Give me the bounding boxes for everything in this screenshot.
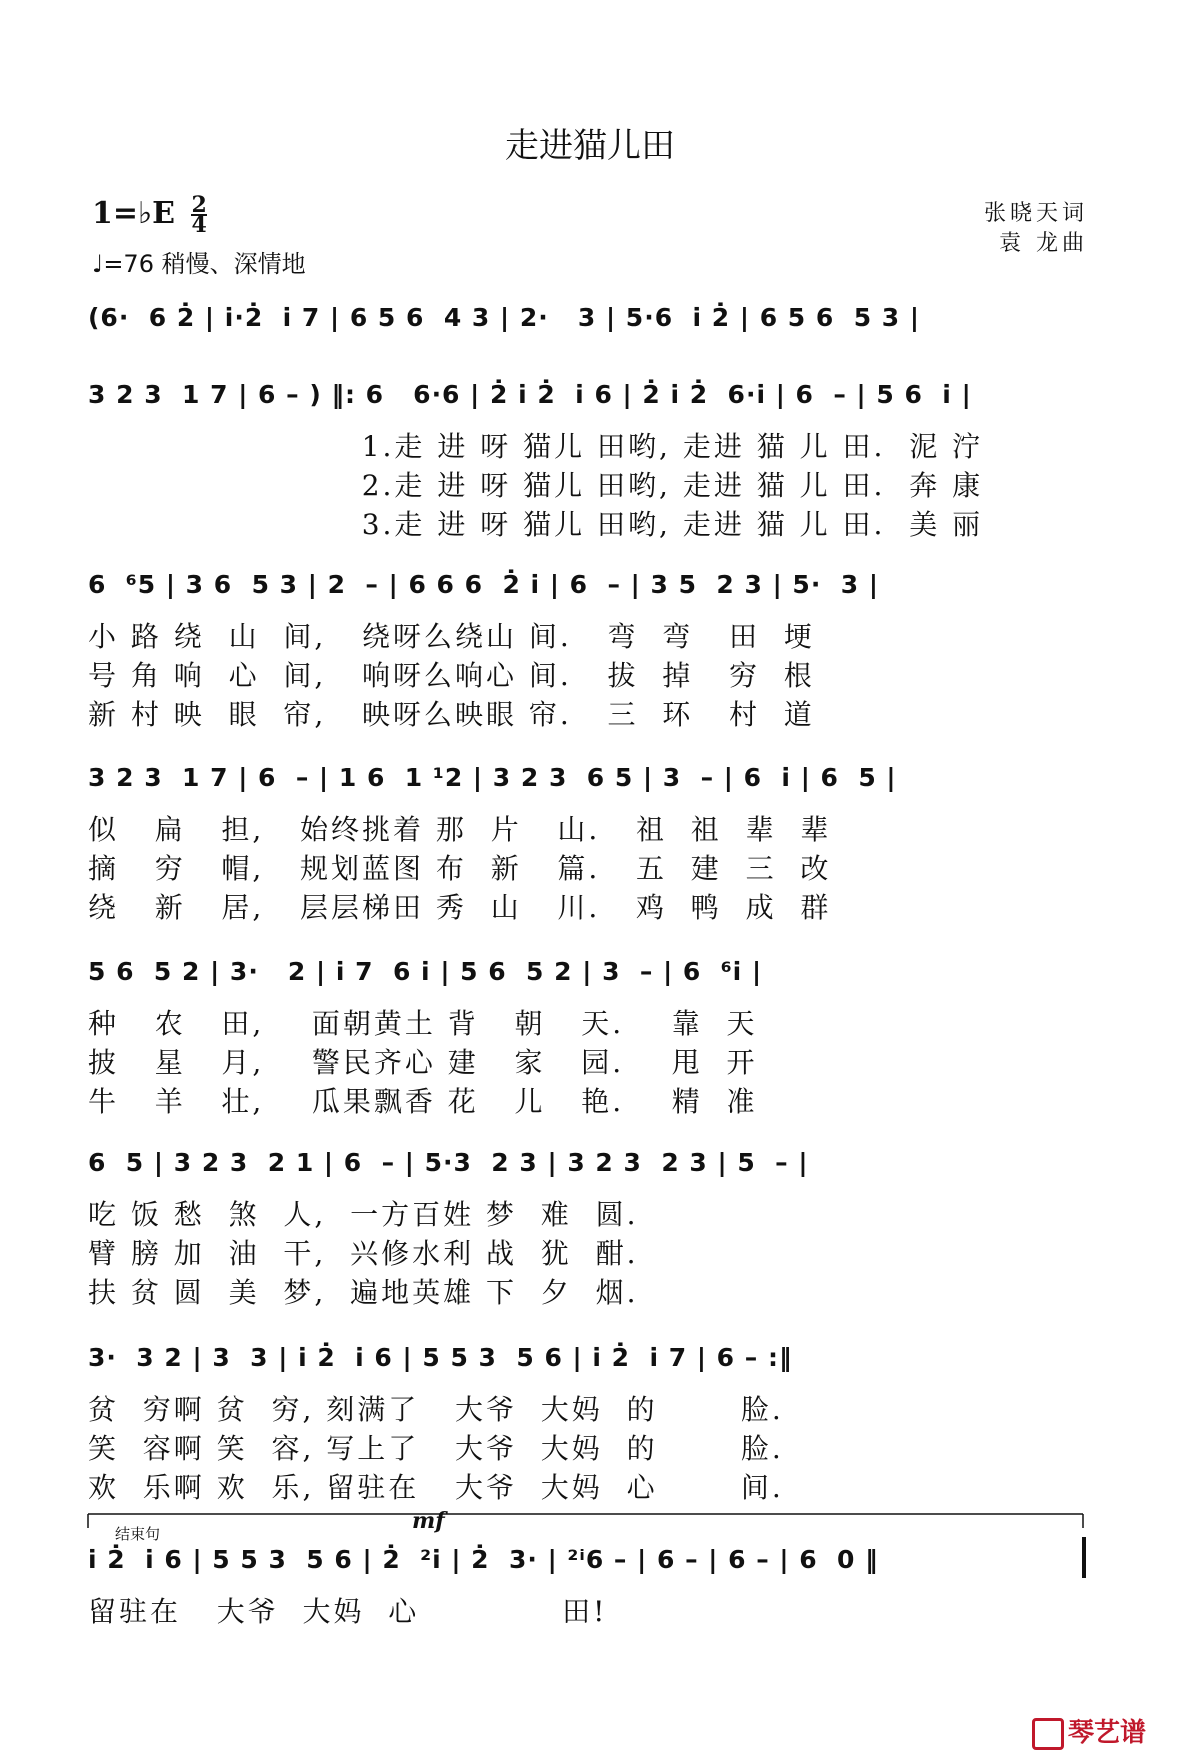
lyric-line-5-verse-1: 种 农 田, 面朝黄土 背 朝 天. 靠 天 <box>88 1007 758 1040</box>
brand-name: 琴艺谱 <box>1067 1718 1146 1748</box>
notation-line-4: 3 2 3 1 7 | 6 – | 1 6 1 ¹2 | 3 2 3 6 5 | 3 – | 6 i̇ | 6 5 | <box>88 763 897 792</box>
lyric-line-6-verse-3: 扶 贫 圆 美 梦, 遍地英雄 下 夕 烟. <box>88 1276 639 1309</box>
notation-line-5: 5 6 5 2 | 3· 2 | i̇ 7 6 i̇ | 5 6 5 2 | 3 – | 6 ⁶i̇ | <box>88 957 763 986</box>
brand-watermark <box>1032 1712 1146 1750</box>
ending-label: 结束句 <box>115 1525 161 1543</box>
lyric-line-3-verse-2: 号 角 响 心 间, 响呀么响心 间. 拔 掉 穷 根 <box>88 659 815 692</box>
key-signature <box>92 192 207 238</box>
notation-line-3: 6 ⁶5 | 3 6 5 3 | 2 – | 6 6 6 2̇ i̇ | 6 – | 3 5 2 3 | 5· 3 | <box>88 570 879 599</box>
lyric-line-4-verse-3: 绕 新 居, 层层梯田 秀 山 川. 鸡 鸭 成 群 <box>88 891 832 924</box>
brand-logo-icon <box>1032 1718 1064 1750</box>
lyric-line-6-verse-1: 吃 饭 愁 煞 人, 一方百姓 梦 难 圆. <box>88 1198 639 1231</box>
lyric-line-4-verse-2: 摘 穷 帽, 规划蓝图 布 新 篇. 五 建 三 改 <box>88 852 832 885</box>
lyric-line-3-verse-1: 小 路 绕 山 间, 绕呀么绕山 间. 弯 弯 田 埂 <box>88 620 815 653</box>
composer-credit: 袁 龙曲 <box>999 231 1088 256</box>
lyric-line-8: 留驻在 大爷 大妈 心 田! <box>88 1595 608 1628</box>
key-label: 1=♭E <box>92 196 176 231</box>
notation-line-1: (6· 6 2̇ | i̇·2̇ i̇ 7 | 6 5 6 4 3 | 2· 3 | 5·6 i̇ 2̇ | 6 5 6 5 3 | <box>88 303 921 332</box>
lyric-line-7-verse-3: 欢 乐啊 欢 乐, 留驻在 大爷 大妈 心 间. <box>88 1471 784 1504</box>
lyric-line-7-verse-1: 贫 穷啊 贫 穷, 刻满了 大爷 大妈 的 脸. <box>88 1393 784 1426</box>
lyric-line-4-verse-1: 似 扁 担, 始终挑着 那 片 山. 祖 祖 辈 辈 <box>88 813 832 846</box>
lyric-line-5-verse-3: 牛 羊 壮, 瓜果飘香 花 儿 艳. 精 准 <box>88 1085 758 1118</box>
lyric-line-5-verse-2: 披 星 月, 警民齐心 建 家 园. 甩 开 <box>88 1046 758 1079</box>
notation-line-6: 6 5 | 3 2 3 2 1 | 6 – | 5·3 2 3 | 3 2 3 2 3 | 5 – | <box>88 1148 809 1177</box>
notation-line-2: 3 2 3 1 7 | 6 – ) ‖: 6 6·6 | 2̇ i̇ 2̇ i̇ 6 | 2̇ i̇ 2̇ 6·i̇ | 6 – | 5 6 i̇ | <box>88 380 972 409</box>
dynamic-marking: mf <box>412 1508 445 1534</box>
lyric-line-2-verse-3: 3.走 进 呀 猫儿 田哟, 走进 猫 儿 田. 美 丽 <box>88 508 984 541</box>
tempo-marking: ♩=76 稍慢、深情地 <box>92 250 306 278</box>
lyric-line-2-verse-1: 1.走 进 呀 猫儿 田哟, 走进 猫 儿 田. 泥 泞 <box>88 430 984 463</box>
notation-line-8: i̇ 2̇ i̇ 6 | 5 5 3 5 6 | 2̇ ²i̇ | 2̇ 3· | ²ⁱ6 – | 6 – | 6 – | 6 0 ‖ <box>88 1545 879 1574</box>
time-denominator: 4 <box>191 212 207 238</box>
lyric-line-2-verse-2: 2.走 进 呀 猫儿 田哟, 走进 猫 儿 田. 奔 康 <box>88 469 984 502</box>
notation-line-7: 3· 3 2 | 3 3 | i̇ 2̇ i̇ 6 | 5 5 3 5 6 | i̇ 2̇ i̇ 7 | 6 – :‖ <box>88 1343 793 1372</box>
lyric-line-6-verse-2: 臂 膀 加 油 干, 兴修水利 战 犹 酣. <box>88 1237 639 1270</box>
lyricist-credit: 张晓天词 <box>983 201 1088 226</box>
lyric-line-7-verse-2: 笑 容啊 笑 容, 写上了 大爷 大妈 的 脸. <box>88 1432 784 1465</box>
lyric-line-3-verse-3: 新 村 映 眼 帘, 映呀么映眼 帘. 三 环 村 道 <box>88 698 815 731</box>
time-numerator: 2 <box>191 192 207 218</box>
song-title: 走进猫儿田 <box>505 126 675 166</box>
time-signature <box>191 192 207 238</box>
